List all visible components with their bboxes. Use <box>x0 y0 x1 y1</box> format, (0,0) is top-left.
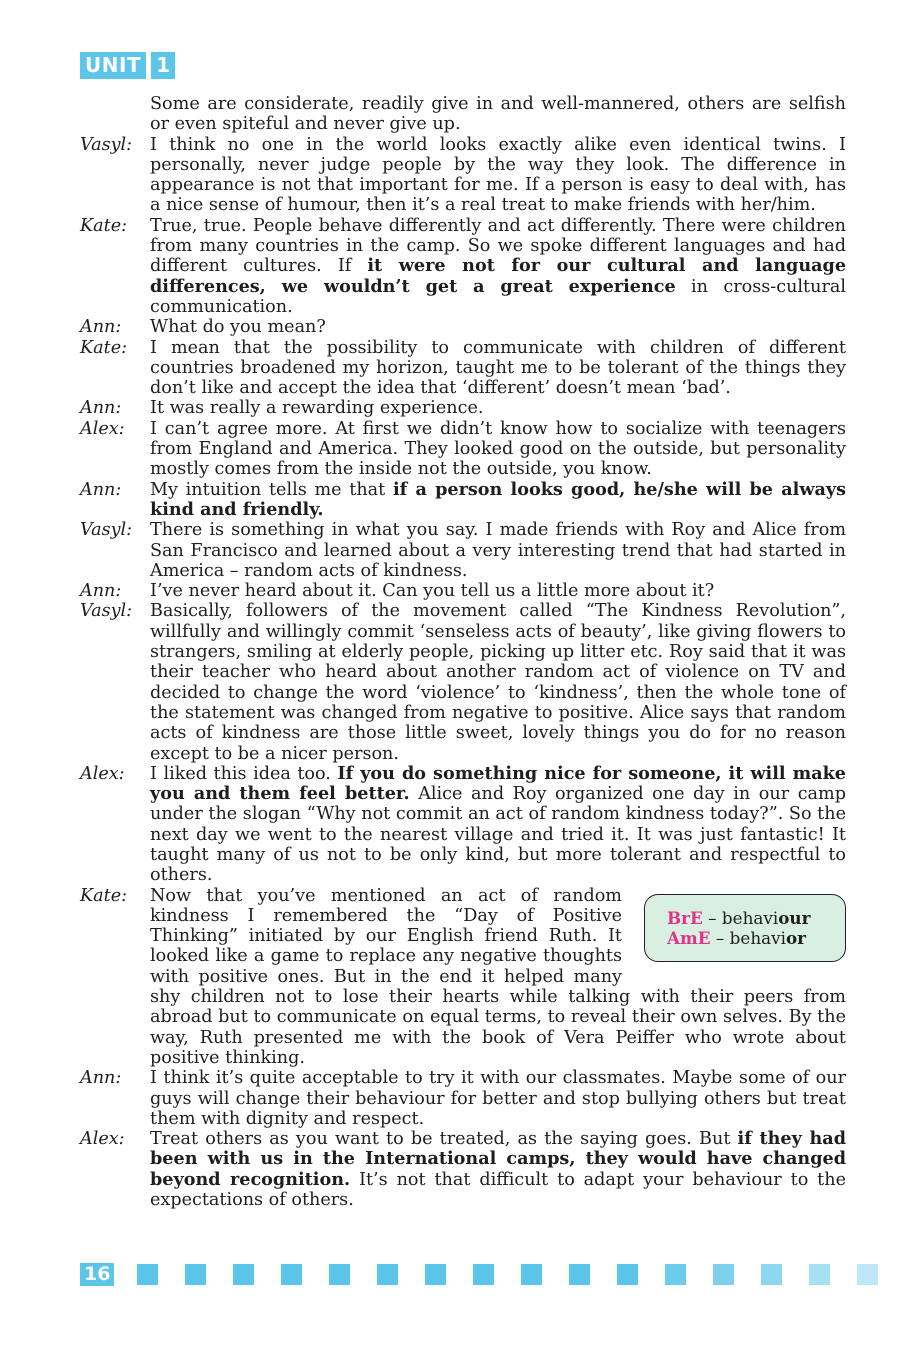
dialogue-turn <box>80 886 846 1069</box>
speech-text <box>150 886 846 1069</box>
decorative-square <box>521 1264 542 1285</box>
text-run: It’s not that difficult to adapt your behaviour to the expectations of others. <box>150 1169 846 1211</box>
speech-text <box>150 601 846 763</box>
decorative-square <box>185 1264 206 1285</box>
speaker-name: Vasyl: <box>80 601 133 622</box>
decorative-square <box>665 1264 686 1285</box>
dialogue-turn <box>80 601 846 763</box>
dialogue-turn <box>80 581 846 601</box>
bold-phrase: if they had been with us in the International camps, they would have changed beyond recognition. <box>150 1128 846 1190</box>
speaker-name: Vasyl: <box>80 520 133 541</box>
speech-text <box>150 1129 846 1210</box>
text-run: I mean that the possibility to communicate with children of different countries broadened my horizon, taught me to be tolerant of the things they don’t like and accept the idea that ‘different’ doesn’t mean ‘bad’. <box>150 337 846 399</box>
variant-tag: BrE <box>667 907 703 928</box>
word-stem: behavi <box>721 907 779 928</box>
decorative-square <box>137 1264 158 1285</box>
word-stem: behavi <box>729 927 786 948</box>
text-run: I’ve never heard about it. Can you tell us a little more about it? <box>150 581 715 602</box>
text-run: Some are considerate, readily give in and well-mannered, others are selfish or even spiteful and never give up. <box>150 94 846 135</box>
text-run: Treat others as you want to be treated, as the saying goes. But <box>150 1129 738 1150</box>
word-ending: our <box>778 907 811 928</box>
decorative-square <box>233 1264 254 1285</box>
dialogue-turn <box>80 480 846 521</box>
note-line <box>667 928 845 948</box>
text-run: Now that you’ve mentioned an act of random kindness I remembered the “Day of Positive Thinking” initiated by our English friend Ruth. It looked like a game to replace any negative thoughts with positive ones. But in the end it helped many shy children not to lose their hearts while talking with their peers from abroad but to communicate on equal terms, to reveal their own selves. By the way, Ruth presented me with the book of Vera Peiffer who wrote about positive thinking. <box>150 885 846 1068</box>
dialogue-turn <box>80 216 846 317</box>
spelling-note-box <box>644 894 846 962</box>
dialogue-text <box>80 94 846 1210</box>
text-run: There is something in what you say. I made friends with Roy and Alice from San Francisco and learned about a very interesting trend that had started in America – random acts of kindness. <box>150 520 846 581</box>
speech-text <box>150 419 846 480</box>
bold-phrase: if a person looks good, he/she will be always kind and friendly. <box>150 478 846 520</box>
speech-text <box>150 581 846 601</box>
decorative-square <box>569 1264 590 1285</box>
speaker-name: Kate: <box>80 215 128 236</box>
bold-phrase: If you do something nice for someone, it will make you and them feel better. <box>150 762 846 805</box>
speech-text <box>150 480 846 521</box>
decorative-square <box>809 1264 830 1285</box>
page-number: 16 <box>80 1263 114 1286</box>
dialogue-turn <box>80 1129 846 1210</box>
decorative-square <box>377 1264 398 1285</box>
speech-text <box>150 317 846 337</box>
decorative-square <box>473 1264 494 1285</box>
dialogue-turn <box>80 1068 846 1129</box>
decorative-square <box>761 1264 782 1285</box>
text-run: Basically, followers of the movement called “The Kindness Revolution”, willfully and willingly commit ‘senseless acts of beauty’, like giving flowers to strangers, smiling at elderly people, picking up litter etc. Roy said that it was their teacher who heard about another random act of violence on TV and decided to change the word ‘violence’ to ‘kindness’, then the whole tone of the statement was changed from negative to positive. Alice says that random acts of kindness are those little sweet, lovely things you do for no reason except to be a nicer person. <box>150 601 846 764</box>
speech-text <box>150 1068 846 1129</box>
dialogue-turn <box>80 338 846 399</box>
text-run: I liked this idea too. <box>150 763 338 784</box>
unit-number: 1 <box>151 52 175 79</box>
word-ending: or <box>785 927 807 948</box>
decorative-square <box>425 1264 446 1285</box>
text-run: I think no one in the world looks exactly alike even identical twins. I personally, never judge people by the way they look. The difference in appearance is not that important for me. If a person is easy to deal with, has a nice sense of humour, then it’s a real treat to make friends with her/him. <box>150 134 846 216</box>
variant-tag: AmE <box>667 927 711 948</box>
page-footer <box>80 1263 880 1286</box>
speaker-name: Kate: <box>80 337 128 358</box>
decorative-square <box>617 1264 638 1285</box>
dialogue-turn <box>80 94 846 135</box>
speech-text <box>150 398 846 418</box>
dialogue-turn <box>80 419 846 480</box>
speaker-name: Ann: <box>80 1068 122 1089</box>
bold-phrase: it were not for our cultural and language differences, we wouldn’t get a great experience <box>150 255 847 297</box>
text-run: What do you mean? <box>150 317 326 338</box>
note-separator: – <box>702 907 722 928</box>
text-run: Alice and Roy organized one day in our camp under the slogan “Why not commit an act of random kindness today?”. So the next day we went to the nearest village and tried it. It was just fantastic! It taught many of us not to be only kind, but more tolerant and respectful to others. <box>150 784 846 886</box>
note-separator: – <box>710 927 730 948</box>
dialogue-turn <box>80 317 846 337</box>
speech-text <box>150 520 846 581</box>
note-line <box>667 908 845 928</box>
decorative-square <box>281 1264 302 1285</box>
speech-text <box>150 764 846 886</box>
decorative-square <box>713 1264 734 1285</box>
speaker-name: Alex: <box>80 1129 125 1150</box>
speaker-name: Ann: <box>80 581 122 602</box>
speaker-name: Ann: <box>80 398 122 419</box>
speech-text <box>150 338 846 399</box>
dialogue-turn <box>80 520 846 581</box>
speech-text <box>150 94 846 135</box>
decorative-square <box>329 1264 350 1285</box>
text-run: It was really a rewarding experience. <box>150 398 484 419</box>
dialogue-turn <box>80 135 846 216</box>
text-run: My intuition tells me that <box>150 479 393 500</box>
speech-text <box>150 135 846 216</box>
dialogue-turn <box>80 398 846 418</box>
dialogue-turn <box>80 764 846 886</box>
speaker-name: Ann: <box>80 479 122 500</box>
speaker-name: Kate: <box>80 885 128 906</box>
speaker-name: Ann: <box>80 317 122 338</box>
unit-header <box>80 52 175 79</box>
text-run: in cross-cultural communication. <box>150 276 846 317</box>
speaker-name: Alex: <box>80 418 125 439</box>
text-run: True, true. People behave differently and act differently. There were children from many countries in the camp. So we spoke different languages and had different cultures. If <box>150 215 846 277</box>
speech-text <box>150 216 846 317</box>
unit-label: UNIT <box>80 52 146 79</box>
speaker-name: Vasyl: <box>80 134 133 155</box>
speaker-name: Alex: <box>80 763 125 784</box>
text-run: I think it’s quite acceptable to try it with our classmates. Maybe some of our guys will change their behaviour for better and stop bullying others but treat them with dignity and respect. <box>150 1068 846 1129</box>
text-run: I can’t agree more. At first we didn’t know how to socialize with teenagers from England and America. They looked good on the outside, but personality mostly comes from the inside not the outside, you know. <box>150 418 846 480</box>
decorative-square <box>857 1264 878 1285</box>
